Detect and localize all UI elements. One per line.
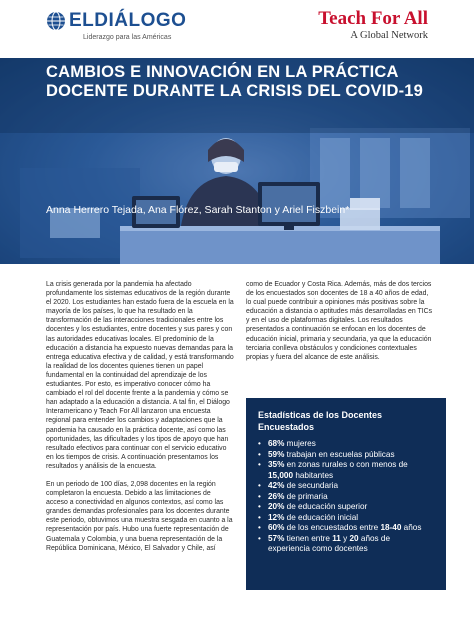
stat-text: de los encuestados entre (284, 523, 381, 532)
stats-item (258, 523, 434, 534)
bullet-icon: • (258, 533, 261, 543)
stat-value: 57% (268, 533, 285, 543)
page-header (0, 0, 474, 58)
stats-item (258, 481, 434, 492)
stat-value: 68% (268, 439, 285, 448)
stats-item (258, 492, 434, 503)
teach-for-all-logo (318, 8, 428, 42)
bullet-icon: • (258, 439, 261, 448)
stats-item (258, 502, 434, 513)
bullet-icon: • (258, 449, 261, 459)
stat-text: de primaria (284, 491, 328, 501)
stat-value: 11 (332, 533, 341, 543)
stats-item (258, 450, 434, 461)
stat-text: de educación superior (284, 502, 368, 511)
article-authors: Anna Herrero Tejada, Ana Flórez, Sarah Stanton y Ariel Fiszbein* (46, 204, 350, 216)
bullet-icon: • (258, 460, 261, 469)
bullet-icon: • (258, 512, 261, 522)
globe-icon (46, 11, 66, 31)
bullet-icon: • (258, 481, 261, 490)
stat-value: 18-40 (380, 523, 402, 532)
body-column-right (246, 280, 434, 362)
stat-value: 15,000 (268, 470, 294, 480)
stat-text: trabajan en escuelas públicas (284, 449, 395, 459)
stat-text: habitantes (293, 470, 334, 480)
brand-name-left: ELDIÁLOGO (69, 10, 187, 31)
stat-text: años de experiencia como docentes (268, 533, 391, 553)
body-column-left (46, 280, 234, 562)
hero-banner (0, 58, 474, 264)
eldialogo-logo (46, 10, 186, 46)
stat-text: de educación inicial (284, 512, 359, 522)
stats-item (258, 513, 434, 524)
stat-value: 12% (268, 512, 285, 522)
stat-text: tienen entre (284, 533, 333, 543)
stat-value: 20% (268, 502, 285, 511)
stat-text: en zonas rurales o con menos de (284, 460, 408, 469)
stat-value: 26% (268, 491, 285, 501)
stat-value: 42% (268, 481, 285, 490)
article-title: CAMBIOS E INNOVACIÓN EN LA PRÁCTICA DOCENTE DURANTE LA CRISIS DEL COVID-19 (46, 63, 424, 100)
stats-title: Estadísticas de los Docentes Encuestados (258, 410, 383, 432)
body-paragraph: La crisis generada por la pandemia ha afectado profundamente los sistemas educativos de la región durante el 2020. Los estudiantes han estado fuera de la escuela en la mayoría de los países, lo que ha resultado en la transformación de las interacciones tradicionales entre los docentes y los estudiantes, entre docentes y sus pares y con las autoridades educativas locales. El predominio de la educación a distancia ha expuesto nuevas demandas para la entrega educativa efectiva y de calidad, y está transformando la realidad de los docentes quienes tienen un papel fundamental en la continuidad del aprendizaje de los estudiantes. Por esto, es imperativo conocer cómo ha cambiado el rol del docente frente a la pandemia y cómo se han adaptado a la educación a distancia. A tal fin, el Diálogo Interamericano y Teach For All lanzaron una encuesta regional para entender los cambios y adaptaciones que la pandemia ha causado en la práctica docente, así como las oportunidades, las dificultades y los tipos de apoyo que han resultado efectivos para continuar con el servicio educativo en los tiempos de crisis. A continuación presentamos los resultados y análisis de la encuesta. (46, 281, 234, 470)
stats-list (258, 439, 434, 555)
bullet-icon: • (258, 502, 261, 511)
body-paragraph: como de Ecuador y Costa Rica. Además, más de dos tercios de los encuestados son docentes de 18 a 40 años de edad, lo cual puede contribuir a opiniones más positivas sobre la educación a distancia o aptitudes más desarrolladas en TICs y en el uso de plataformas digitales. Los resultados presentados a continuación se enfocan en los docentes de educación inicial, primaria y secundaria, ya que la educación terciaria conlleva obstáculos y condiciones contextuales propias y fuera del alcance de este análisis. (246, 281, 433, 361)
stat-text: mujeres (284, 439, 316, 448)
stats-box (246, 398, 446, 590)
brand-name-right: Teach For All (318, 8, 428, 29)
brand-tagline-right: A Global Network (350, 30, 428, 41)
stat-value: 59% (268, 449, 285, 459)
bullet-icon: • (258, 491, 261, 501)
brand-tagline-left: Liderazgo para las Américas (83, 34, 172, 41)
stat-text: y (340, 533, 350, 543)
stats-item (258, 439, 434, 450)
stat-text: años (401, 523, 422, 532)
body-paragraph: En un periodo de 100 días, 2,098 docentes en la región completaron la encuesta. Debido a las limitaciones de acceso a conectividad en algunos contextos, así como las grandes demandas profesionales para los docentes durante este periodo, obtuvimos una muestra sesgada en cuanto a la representación por país. Hubo una fuerte representación de Guatemala y Colombia, y una buena representación de la República Dominicana, México, El Salvador y Chile, así (46, 480, 233, 552)
stat-value: 35% (268, 460, 285, 469)
stats-item (258, 534, 434, 555)
bullet-icon: • (258, 523, 261, 532)
stat-value: 20 (349, 533, 359, 543)
stat-value: 60% (268, 523, 285, 532)
stats-item (258, 460, 434, 481)
stat-text: de secundaria (284, 481, 339, 490)
